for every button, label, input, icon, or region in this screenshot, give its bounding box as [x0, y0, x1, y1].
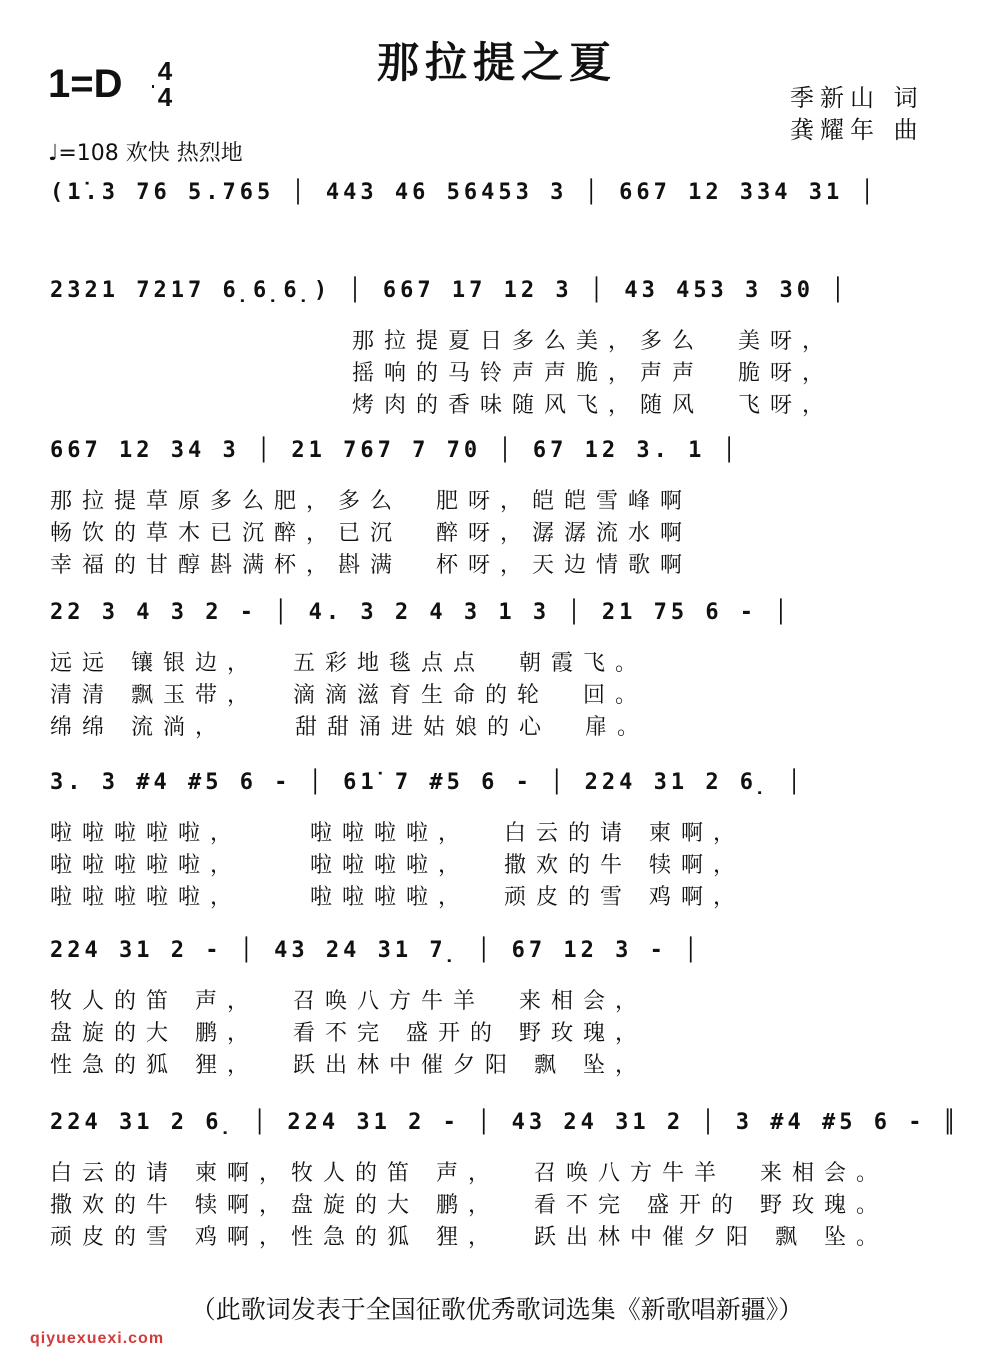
- lyric-line: 幸福的甘醇斟满杯，斟满 杯呀，天边情歌啊: [50, 553, 692, 578]
- notation-line: (1̇.3 76 5.765 │ 443 46 56453 3 │ 667 12 334 31 │: [50, 180, 878, 205]
- lyric-line: 摇响的马铃声声脆，声声 脆呀，: [352, 361, 834, 386]
- song-title: 那拉提之夏: [376, 38, 617, 87]
- lyric-line: 性急的狐 狸， 跃出林中催夕阳 飘 坠，: [50, 1053, 647, 1078]
- lyric-line: 撒欢的牛 犊啊，盘旋的大 鹏， 看不完 盛开的 野玫瑰。: [50, 1193, 888, 1218]
- notation-line: 667 12 34 3 │ 21 767 7 70 │ 67 12 3. 1 │: [50, 438, 740, 463]
- site-watermark: qiyuexuexi.com: [30, 1330, 165, 1347]
- tempo-marking: ♩=108 欢快 热烈地: [48, 141, 243, 166]
- lyric-line: 啦啦啦啦啦， 啦啦啦啦， 白云的请 柬啊，: [50, 821, 745, 846]
- lyric-line: 清清 飘玉带， 滴滴滋育生命的轮 回。: [50, 683, 647, 708]
- time-signature: [152, 58, 178, 110]
- time-bottom: 4: [157, 82, 173, 112]
- notation-line: 3. 3 #4 #5 6 - │ 61̇ 7 #5 6 - │ 224 31 2 6̣ │: [50, 770, 805, 795]
- key-signature: 1=D: [48, 62, 123, 106]
- lyric-line: 远远 镶银边， 五彩地毯点点 朝霞飞。: [50, 651, 647, 676]
- time-top: 4: [157, 56, 173, 86]
- lyric-line: 啦啦啦啦啦， 啦啦啦啦， 顽皮的雪 鸡啊，: [50, 885, 745, 910]
- lyric-line: 啦啦啦啦啦， 啦啦啦啦， 撒欢的牛 犊啊，: [50, 853, 745, 878]
- publication-note: （此歌词发表于全国征歌优秀歌词选集《新歌唱新疆》）: [190, 1295, 804, 1324]
- notation-line: 224 31 2 - │ 43 24 31 7̣ │ 67 12 3 - │: [50, 938, 702, 963]
- notation-line: 2321 7217 6̣6̣6̣) │ 667 17 12 3 │ 43 453 3 30 │: [50, 278, 849, 303]
- lyric-line: 绵绵 流淌， 甜甜涌进姑娘的心 扉。: [50, 715, 649, 740]
- lyric-line: 顽皮的雪 鸡啊，性急的狐 狸， 跃出林中催夕阳 飘 坠。: [50, 1225, 888, 1250]
- lyric-line: 牧人的笛 声， 召唤八方牛羊 来相会，: [50, 989, 647, 1014]
- lyricist-credit: 季新山 词: [790, 84, 924, 112]
- lyric-line: 畅饮的草木已沉醉，已沉 醉呀，潺潺流水啊: [50, 521, 692, 546]
- lyric-line: 那拉提草原多么肥，多么 肥呀，皑皑雪峰啊: [50, 489, 692, 514]
- lyric-line: 烤肉的香味随风飞，随风 飞呀，: [352, 393, 834, 418]
- lyric-line: 盘旋的大 鹏， 看不完 盛开的 野玫瑰，: [50, 1021, 647, 1046]
- notation-line: 224 31 2 6̣ │ 224 31 2 - │ 43 24 31 2 │ 3 #4 #5 6 - ║: [50, 1110, 960, 1135]
- notation-line: 22 3 4 3 2 - │ 4. 3 2 4 3 1 3 │ 21 75 6 - │: [50, 600, 792, 625]
- lyric-line: 那拉提夏日多么美，多么 美呀，: [352, 329, 834, 354]
- lyric-line: 白云的请 柬啊，牧人的笛 声， 召唤八方牛羊 来相会。: [50, 1161, 888, 1186]
- composer-credit: 龚耀年 曲: [790, 116, 924, 144]
